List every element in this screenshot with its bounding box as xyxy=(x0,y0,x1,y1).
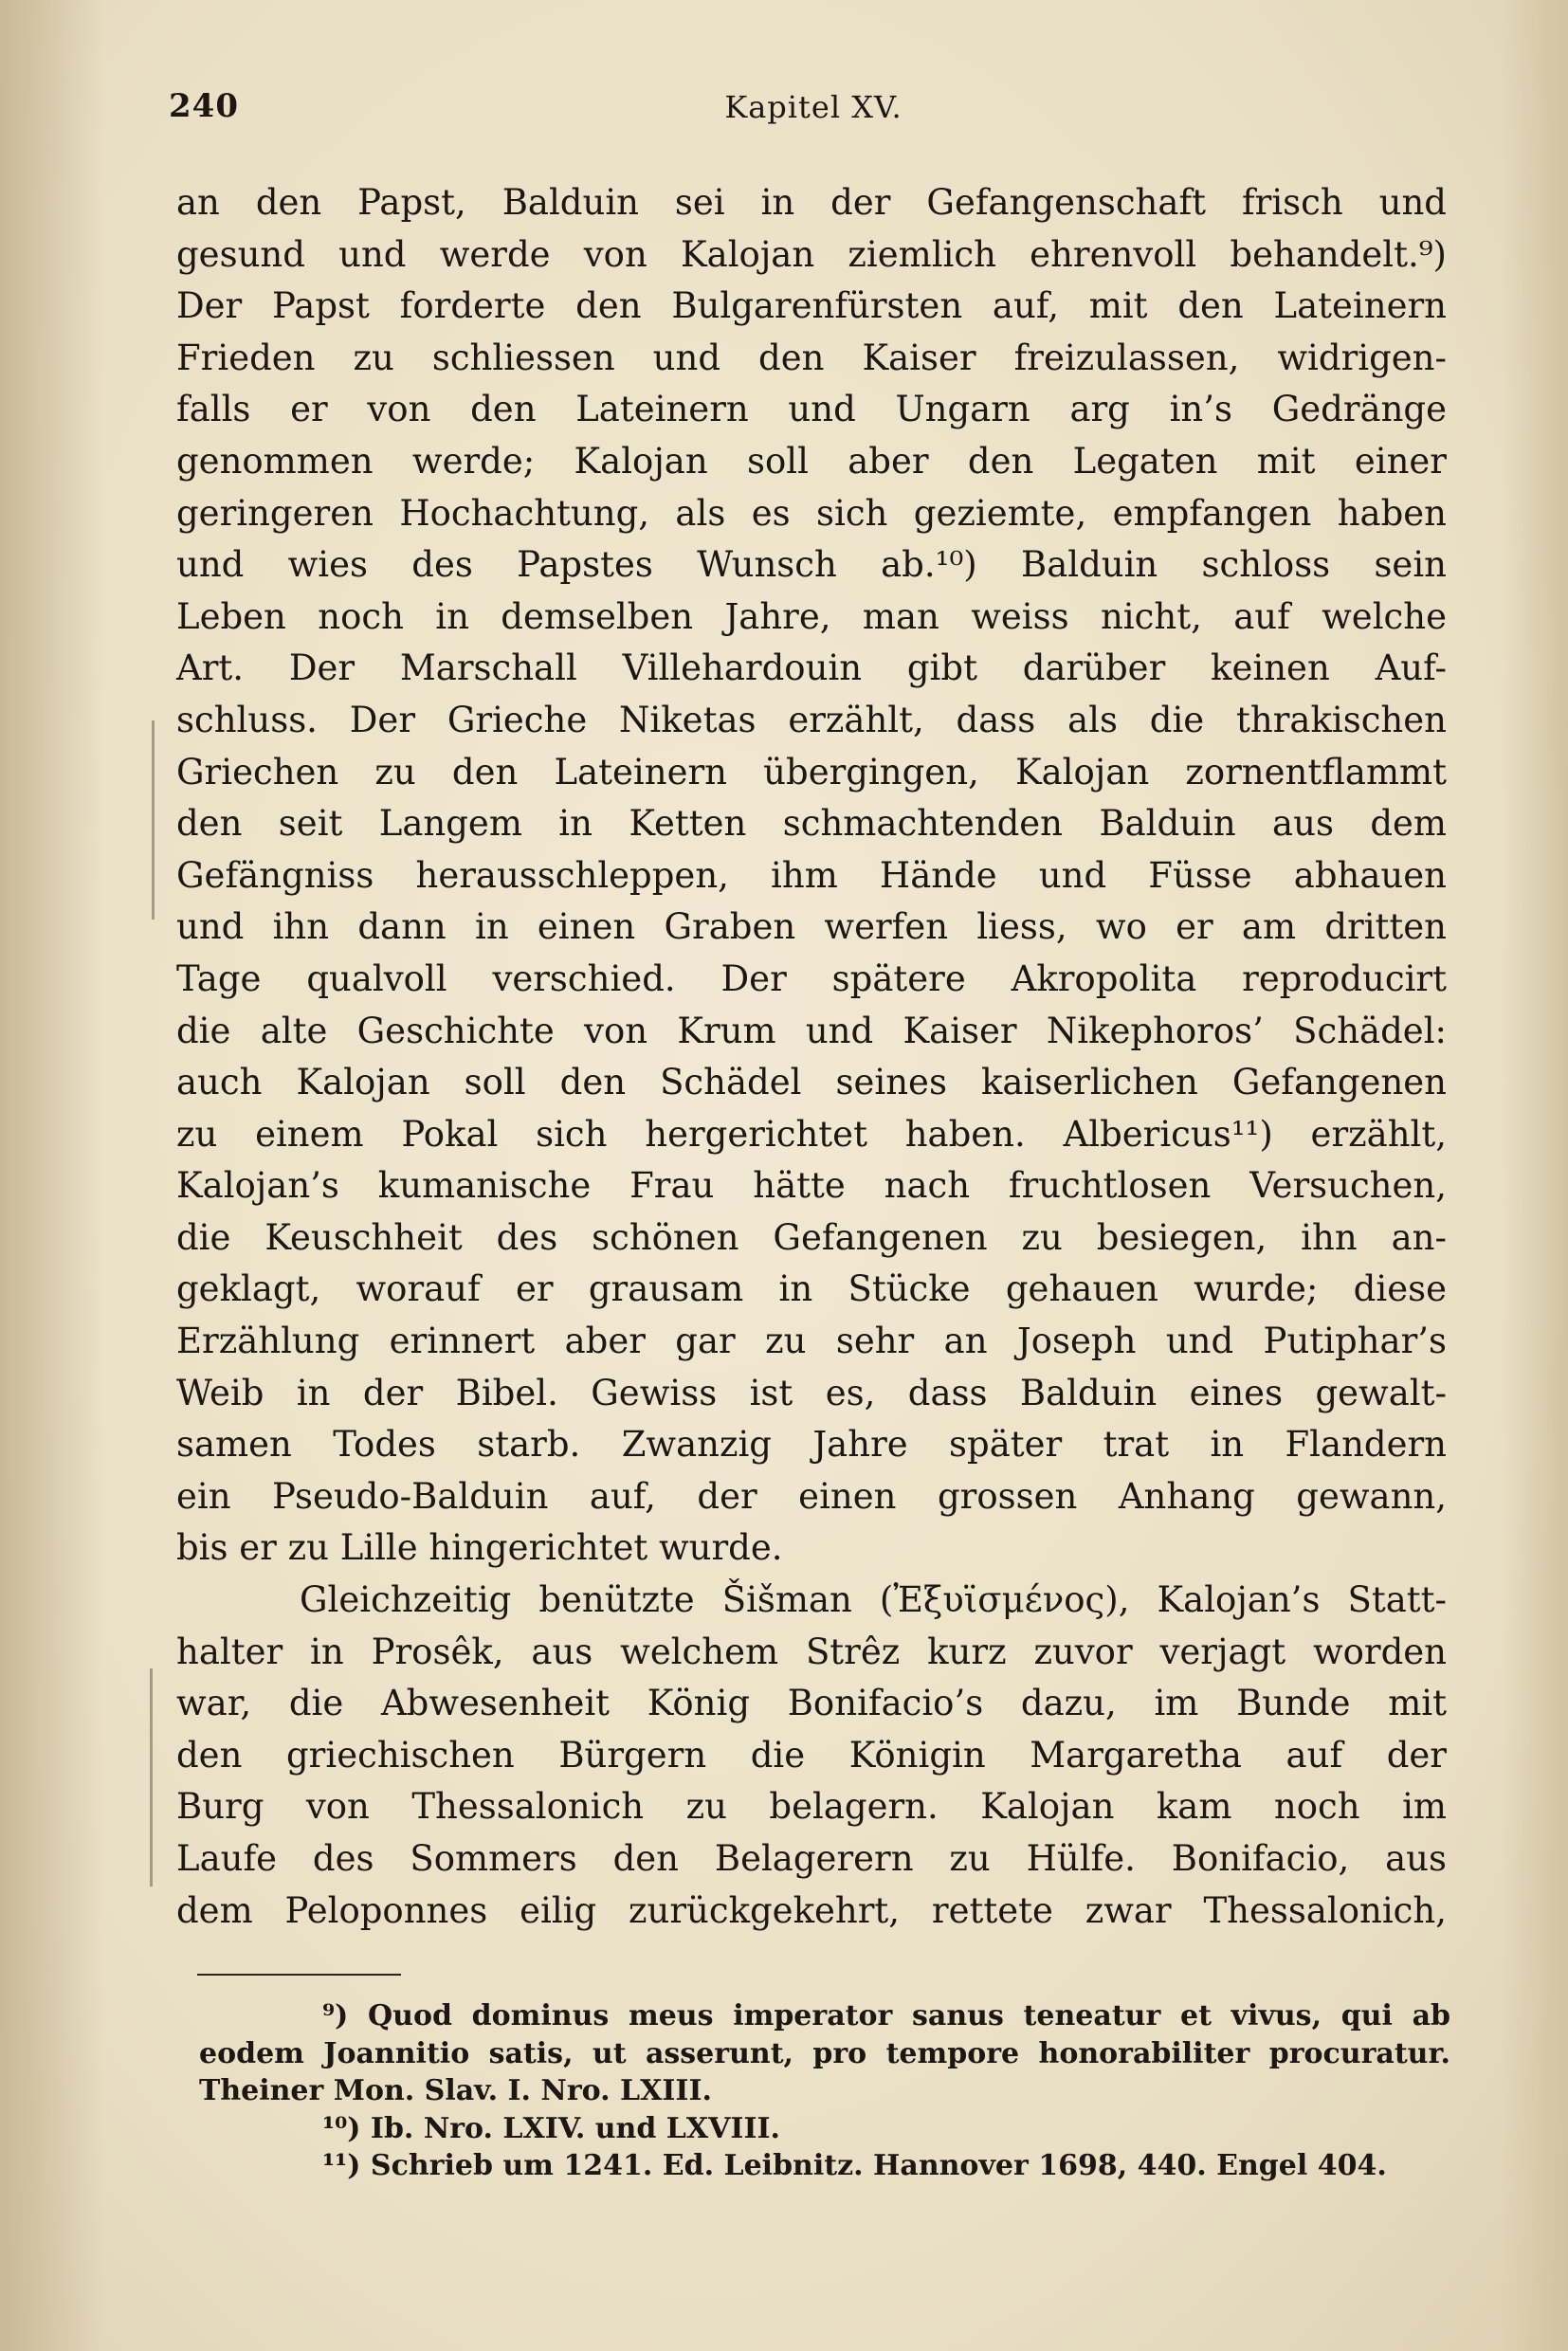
text-line: bis er zu Lille hingerichtet wurde. xyxy=(176,1527,783,1569)
text-line: den griechischen Bürgern die Königin Margaretha auf der xyxy=(176,1734,1447,1776)
text-line: war, die Abwesenheit König Bonifacio’s dazu, im Bunde mit xyxy=(176,1683,1447,1724)
margin-pencil-mark xyxy=(152,720,155,920)
page-edge-shadow xyxy=(1502,0,1568,2351)
page-header xyxy=(169,87,1458,135)
text-line: Art. Der Marschall Villehardouin gibt darüber keinen Auf- xyxy=(176,647,1447,689)
text-line: die Keuschheit des schönen Gefangenen zu besiegen, ihn an- xyxy=(176,1216,1447,1258)
page-number: 240 xyxy=(169,87,239,125)
text-line: Der Papst forderte den Bulgarenfürsten auf, mit den Lateinern xyxy=(176,285,1447,327)
text-line: Kalojan’s kumanische Frau hätte nach fruchtlosen Versuchen, xyxy=(176,1165,1447,1207)
text-line: Weib in der Bibel. Gewiss ist es, dass Balduin eines gewalt- xyxy=(176,1372,1447,1413)
text-line: die alte Geschichte von Krum und Kaiser Nikephoros’ Schädel: xyxy=(176,1010,1447,1051)
text-line: Leben noch in demselben Jahre, man weiss nicht, auf welche xyxy=(176,595,1447,637)
footnote-line: ¹⁰) Ib. Nro. LXIV. und LXVIII. xyxy=(322,2111,780,2145)
margin-pencil-mark xyxy=(150,1668,153,1886)
text-line: und ihn dann in einen Graben werfen liess, wo er am dritten xyxy=(176,906,1447,948)
footnote-separator xyxy=(197,1974,401,1976)
text-line: genommen werde; Kalojan soll aber den Legaten mit einer xyxy=(176,440,1447,482)
text-line: Erzählung erinnert aber gar zu sehr an Joseph und Putiphar’s xyxy=(176,1321,1447,1362)
footnote-line: ¹¹) Schrieb um 1241. Ed. Leibnitz. Hannover 1698, 440. Engel 404. xyxy=(322,2149,1387,2182)
footnotes xyxy=(199,1997,1450,2185)
text-line: gesund und werde von Kalojan ziemlich ehrenvoll behandelt.⁹) xyxy=(176,233,1447,275)
text-line: samen Todes starb. Zwanzig Jahre später trat in Flandern xyxy=(176,1424,1447,1466)
text-line: zu einem Pokal sich hergerichtet haben. Albericus¹¹) erzählt, xyxy=(176,1113,1447,1155)
footnote-line: ⁹) Quod dominus meus imperator sanus teneatur et vivus, qui ab xyxy=(322,1999,1450,2032)
text-line: dem Peloponnes eilig zurückgekehrt, rettete zwar Thessalonich, xyxy=(176,1889,1447,1931)
text-line: Tage qualvoll verschied. Der spätere Akropolita reproducirt xyxy=(176,957,1447,999)
text-line: und wies des Papstes Wunsch ab.¹⁰) Balduin schloss sein xyxy=(176,544,1447,586)
footnote-line: Theiner Mon. Slav. I. Nro. LXIII. xyxy=(199,2074,712,2107)
text-line: schluss. Der Grieche Niketas erzählt, dass als die thrakischen xyxy=(176,699,1447,740)
text-line: geklagt, worauf er grausam in Stücke gehauen wurde; diese xyxy=(176,1268,1447,1310)
text-line: an den Papst, Balduin sei in der Gefangenschaft frisch und xyxy=(176,182,1447,223)
text-line: Gleichzeitig benützte Šišman (Ἐξυϊσμένος), Kalojan’s Statt- xyxy=(300,1579,1447,1621)
page-gutter-shadow xyxy=(0,0,104,2351)
text-line: Frieden zu schliessen und den Kaiser freizulassen, widrigen- xyxy=(176,337,1447,378)
text-line: geringeren Hochachtung, als es sich geziemte, empfangen haben xyxy=(176,492,1447,534)
text-line: halter in Prosêk, aus welchem Strêz kurz zuvor verjagt worden xyxy=(176,1631,1447,1672)
footnote-line: eodem Joannitio satis, ut asserunt, pro tempore honorabiliter procuratur. xyxy=(199,2036,1450,2070)
text-line: Gefängniss herausschleppen, ihm Hände und Füsse abhauen xyxy=(176,854,1447,896)
text-line: Griechen zu den Lateinern übergingen, Kalojan zornentflammt xyxy=(176,751,1447,793)
running-head: Kapitel XV. xyxy=(724,89,903,125)
text-line: ein Pseudo-Balduin auf, der einen grossen Anhang gewann, xyxy=(176,1475,1447,1517)
text-line: Laufe des Sommers den Belagerern zu Hülfe. Bonifacio, aus xyxy=(176,1838,1447,1879)
text-line: auch Kalojan soll den Schädel seines kaiserlichen Gefangenen xyxy=(176,1062,1447,1103)
text-line: Burg von Thessalonich zu belagern. Kalojan kam noch im xyxy=(176,1786,1447,1828)
text-line: den seit Langem in Ketten schmachtenden Balduin aus dem xyxy=(176,803,1447,845)
main-text xyxy=(176,177,1447,1937)
text-line: falls er von den Lateinern und Ungarn arg in’s Gedränge xyxy=(176,389,1447,430)
